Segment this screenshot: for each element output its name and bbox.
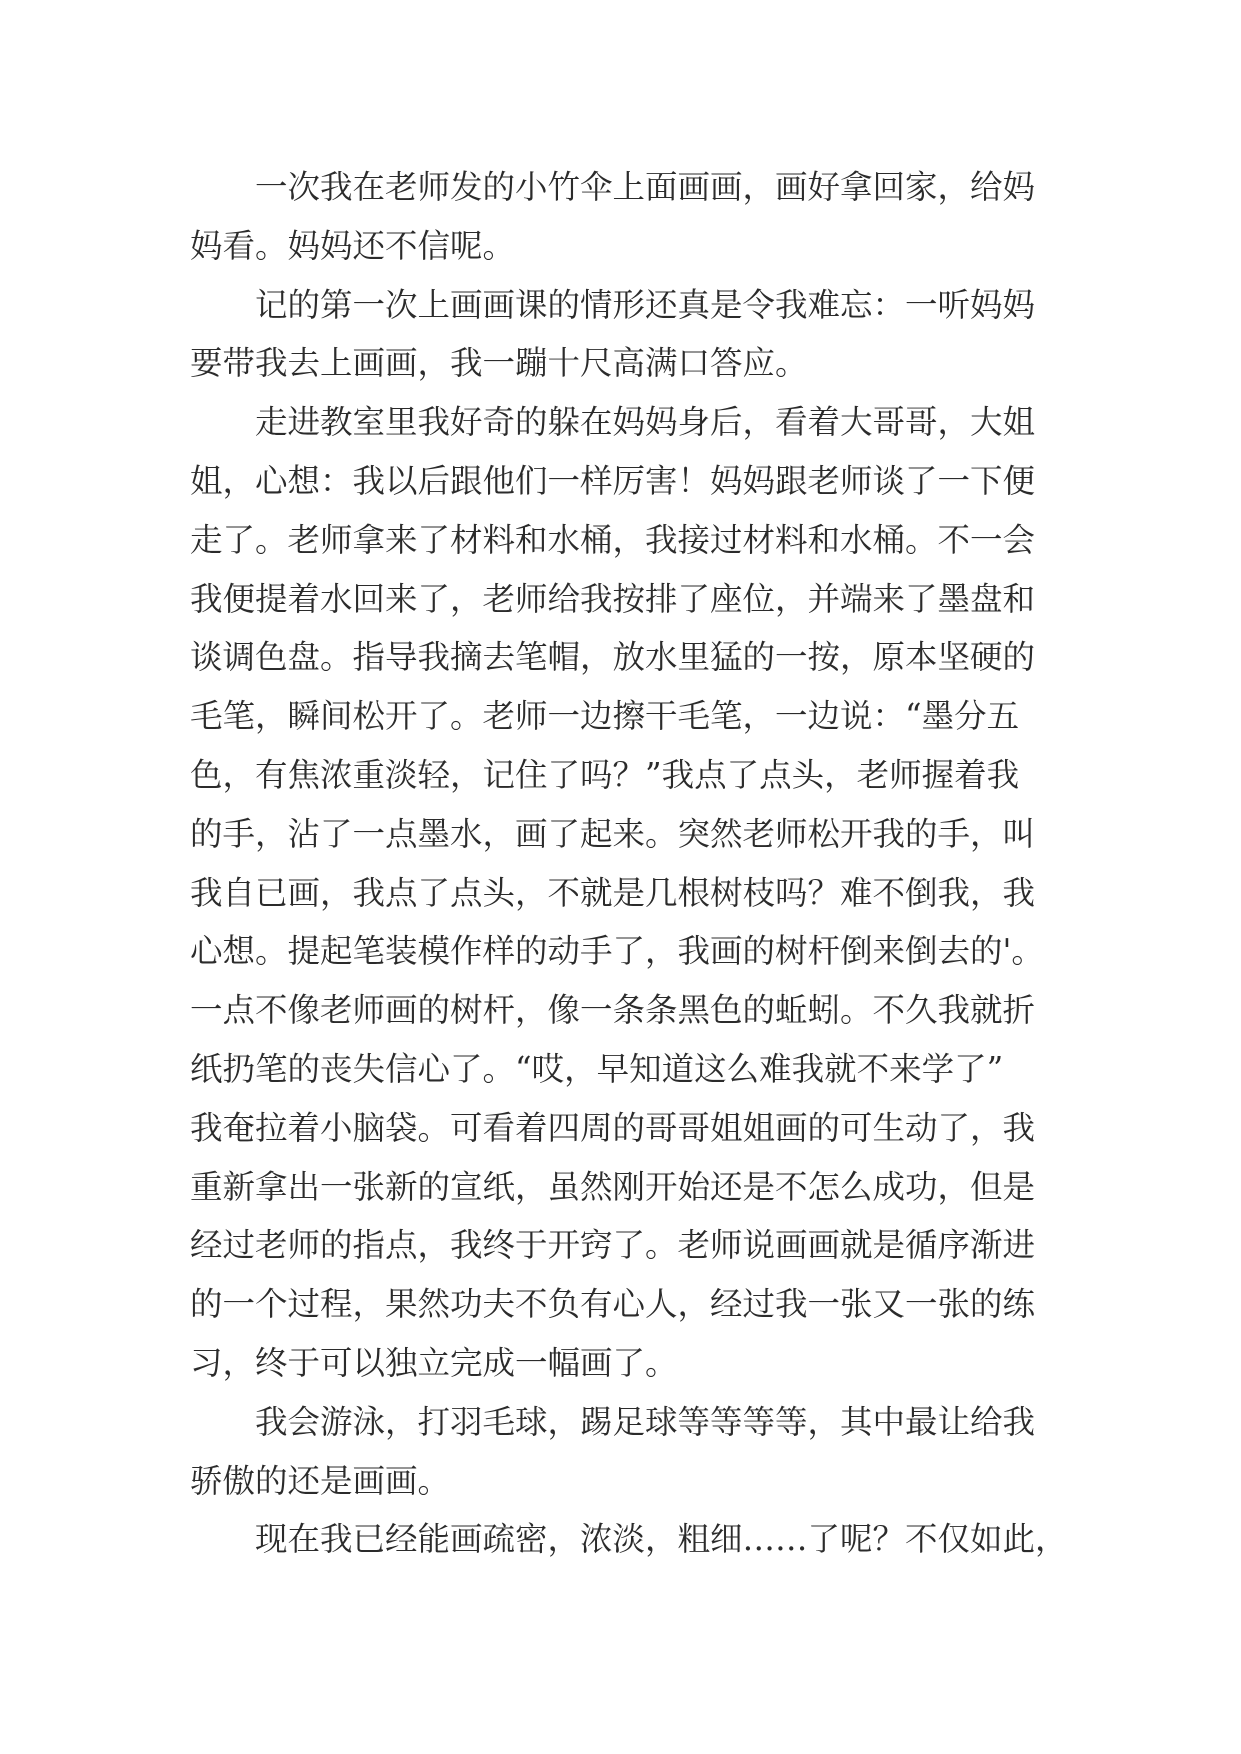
paragraph-line: 现在我已经能画疏密，浓淡，粗细……了呢？不仅如此， bbox=[255, 1520, 1068, 1559]
paragraph-line: 走进教室里我好奇的躲在妈妈身后，看着大哥哥，大姐 bbox=[255, 403, 1036, 442]
paragraph-line: 的一个过程，果然功夫不负有心人，经过我一张又一张的练 bbox=[190, 1285, 1036, 1324]
paragraph-line: 要带我去上画画，我一蹦十尺高满口答应。 bbox=[190, 344, 808, 383]
paragraph-line: 记的第一次上画画课的情形还真是令我难忘：一听妈妈 bbox=[255, 285, 1036, 324]
paragraph-line: 骄傲的还是画画。 bbox=[190, 1461, 451, 1500]
body-text bbox=[190, 158, 1070, 1569]
paragraph-line: 一次我在老师发的小竹伞上面画画，画好拿回家，给妈 bbox=[255, 168, 1036, 206]
paragraph-line: 心想。提起笔装模作样的动手了，我画的树杆倒来倒去的'。 bbox=[190, 932, 1044, 971]
paragraph-line: 我会游泳，打羽毛球，踢足球等等等等，其中最让给我 bbox=[255, 1402, 1036, 1441]
paragraph-line: 重新拿出一张新的宣纸，虽然刚开始还是不怎么成功，但是 bbox=[190, 1167, 1036, 1206]
paragraph-line: 经过老师的指点，我终于开窍了。老师说画画就是循序渐进 bbox=[190, 1226, 1036, 1265]
paragraph-line: 妈看。妈妈还不信呢。 bbox=[190, 226, 516, 265]
paragraph-line: 我自已画，我点了点头，不就是几根树枝吗？难不倒我，我 bbox=[190, 873, 1036, 912]
paragraph-line: 我便提着水回来了，老师给我按排了座位，并端来了墨盘和 bbox=[190, 579, 1036, 618]
paragraph-line: 谈调色盘。指导我摘去笔帽，放水里猛的一按，原本坚硬的 bbox=[190, 638, 1036, 677]
paragraph-line: 毛笔，瞬间松开了。老师一边擦干毛笔，一边说：“墨分五 bbox=[190, 697, 1020, 736]
paragraph-line: 习，终于可以独立完成一幅画了。 bbox=[190, 1343, 678, 1382]
paragraph-line: 我奄拉着小脑袋。可看着四周的哥哥姐姐画的可生动了，我 bbox=[190, 1108, 1036, 1147]
paragraph-line: 姐，心想：我以后跟他们一样厉害！妈妈跟老师谈了一下便 bbox=[190, 461, 1036, 500]
paragraph-line: 色，有焦浓重淡轻，记住了吗？”我点了点头，老师握着我 bbox=[190, 755, 1020, 794]
paragraph-line: 一点不像老师画的树杆，像一条条黑色的蚯蚓。不久我就折 bbox=[190, 991, 1036, 1030]
paragraph-line: 走了。老师拿来了材料和水桶，我接过材料和水桶。不一会 bbox=[190, 520, 1036, 559]
paragraph-line: 的手，沾了一点墨水，画了起来。突然老师松开我的手，叫 bbox=[190, 814, 1036, 853]
paragraph-line: 纸扔笔的丧失信心了。“哎，早知道这么难我就不来学了” bbox=[190, 1049, 1004, 1088]
